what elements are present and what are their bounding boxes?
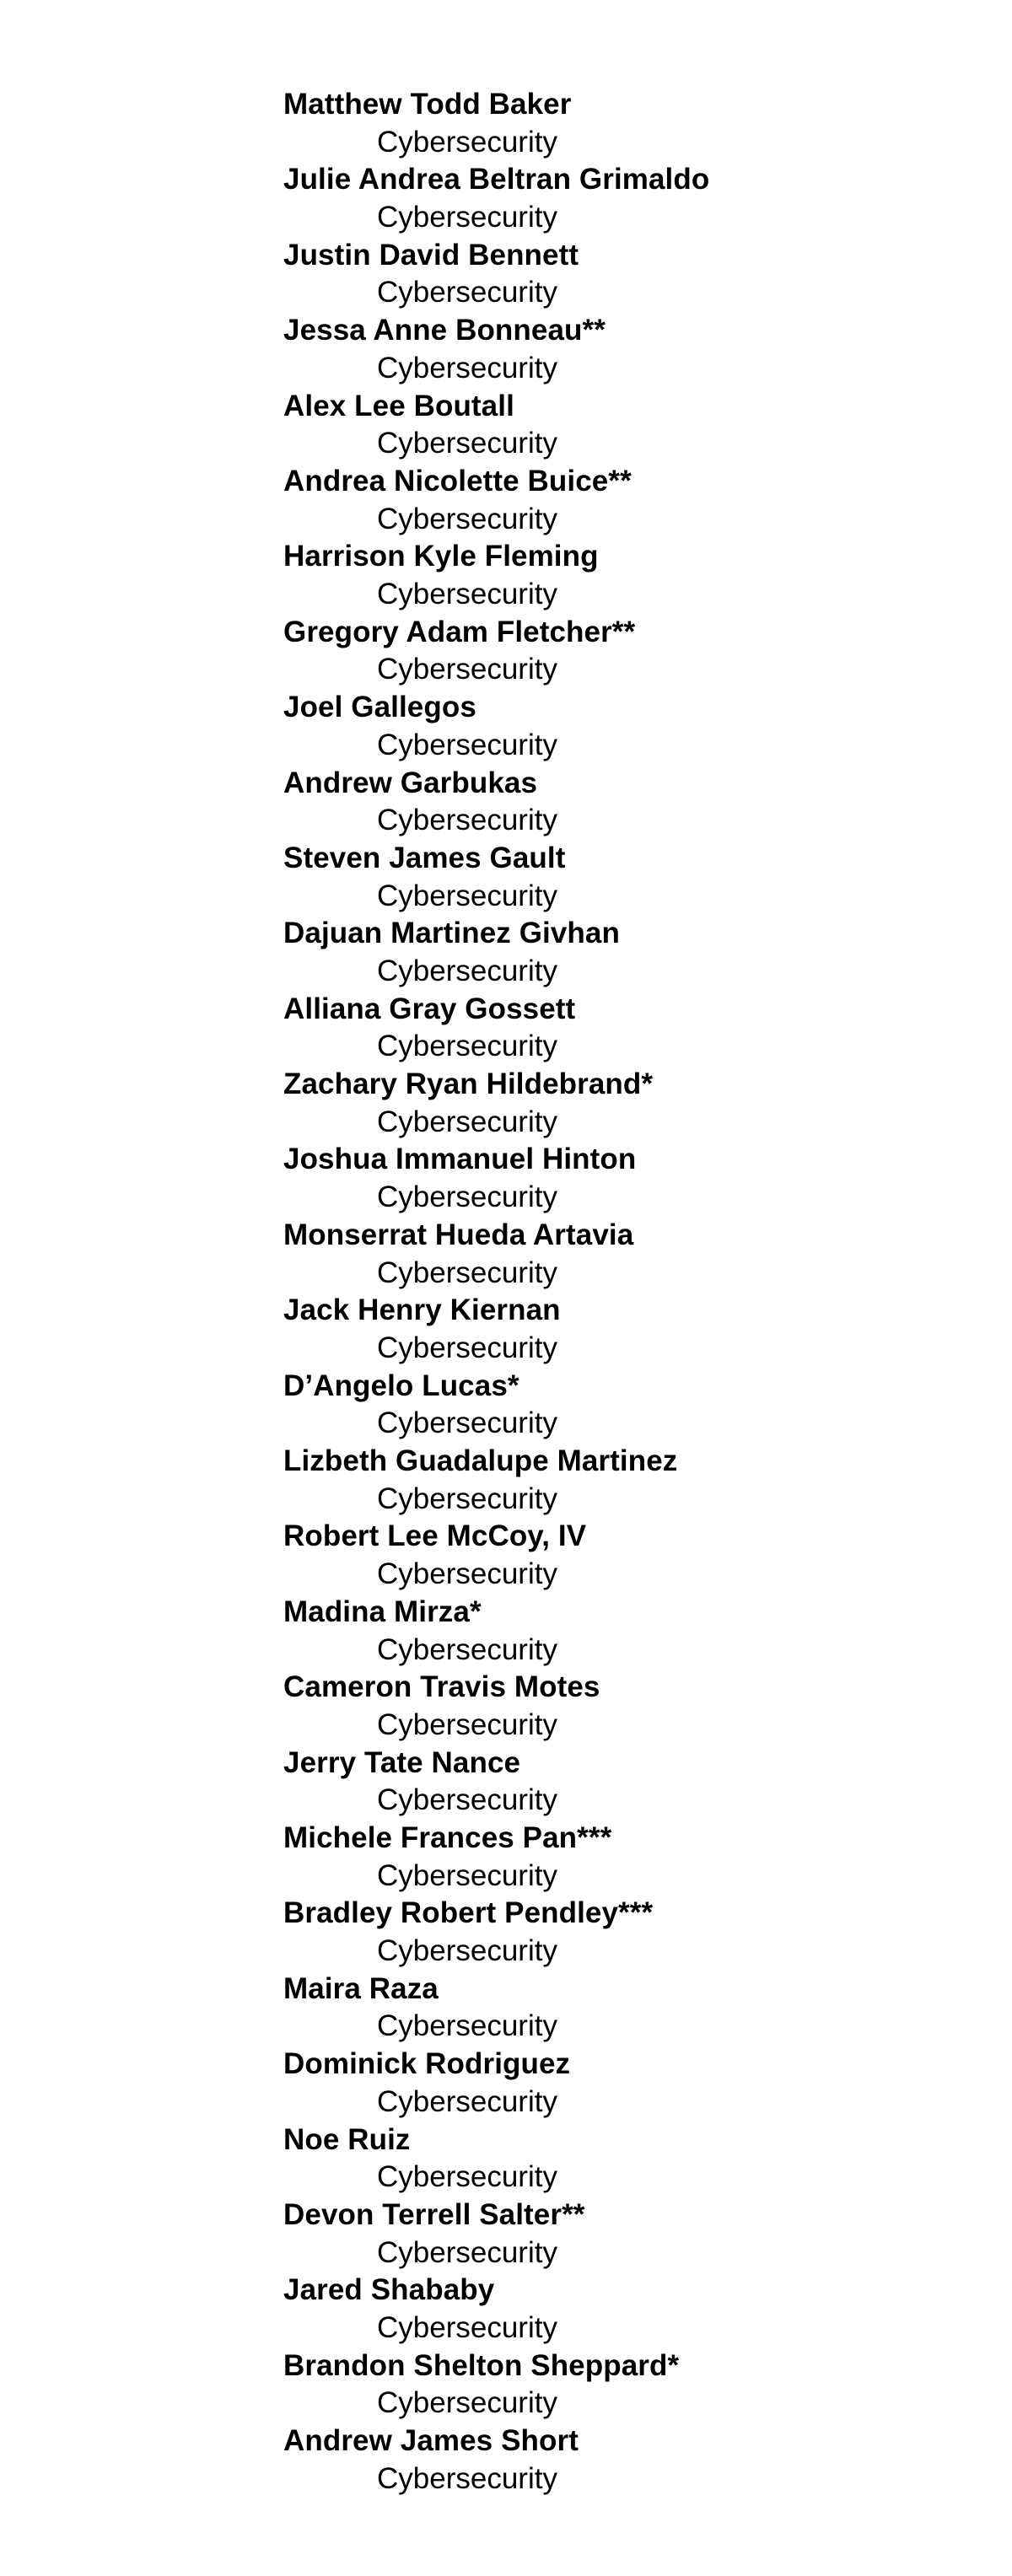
graduate-name: Jared Shababy xyxy=(283,2273,495,2307)
graduate-entry xyxy=(283,2197,709,2272)
graduate-name: Bradley Robert Pendley*** xyxy=(283,1896,654,1930)
graduate-entry xyxy=(283,1594,709,1669)
graduate-program: Cybersecurity xyxy=(377,2160,557,2194)
graduate-entry xyxy=(283,1745,709,1820)
graduate-name: Brandon Shelton Sheppard* xyxy=(283,2348,680,2382)
graduate-program: Cybersecurity xyxy=(377,276,557,309)
graduate-program: Cybersecurity xyxy=(377,578,557,611)
graduate-program: Cybersecurity xyxy=(377,1331,557,1364)
graduate-name: Harrison Kyle Fleming xyxy=(283,540,599,573)
graduate-name: Andrew James Short xyxy=(283,2424,579,2458)
graduate-program: Cybersecurity xyxy=(377,728,557,761)
graduate-program: Cybersecurity xyxy=(377,2386,557,2420)
graduate-entry xyxy=(283,538,709,613)
graduate-name: Gregory Adam Fletcher** xyxy=(283,615,636,648)
graduate-list xyxy=(283,86,709,2498)
graduate-name: Monserrat Hueda Artavia xyxy=(283,1218,634,1251)
graduate-program: Cybersecurity xyxy=(377,954,557,987)
graduate-name: Alex Lee Boutall xyxy=(283,389,514,422)
graduate-name: Devon Terrell Salter** xyxy=(283,2197,585,2231)
graduate-entry xyxy=(283,161,709,236)
graduate-entry xyxy=(283,1820,709,1895)
graduate-program: Cybersecurity xyxy=(377,1783,557,1817)
graduate-name: Robert Lee McCoy, IV xyxy=(283,1519,587,1553)
graduate-program: Cybersecurity xyxy=(377,351,557,385)
graduate-name: Michele Frances Pan*** xyxy=(283,1820,612,1854)
graduate-entry xyxy=(283,1217,709,1292)
graduate-program: Cybersecurity xyxy=(377,1707,557,1741)
graduate-program: Cybersecurity xyxy=(377,502,557,535)
graduate-name: Julie Andrea Beltran Grimaldo xyxy=(283,163,710,196)
graduate-program: Cybersecurity xyxy=(377,1934,557,1968)
graduate-name: Madina Mirza* xyxy=(283,1595,482,1628)
graduate-entry xyxy=(283,1368,709,1443)
graduate-name: Noe Ruiz xyxy=(283,2122,411,2156)
graduate-program: Cybersecurity xyxy=(377,1557,557,1591)
graduate-name: Steven James Gault xyxy=(283,841,566,874)
graduate-program: Cybersecurity xyxy=(377,125,557,159)
graduate-entry xyxy=(283,614,709,689)
graduate-program: Cybersecurity xyxy=(377,653,557,686)
graduate-program: Cybersecurity xyxy=(377,1105,557,1138)
graduate-program: Cybersecurity xyxy=(377,201,557,234)
graduate-name: Andrea Nicolette Buice** xyxy=(283,464,632,497)
graduate-entry xyxy=(283,2272,709,2347)
graduate-entry xyxy=(283,2046,709,2121)
graduate-program: Cybersecurity xyxy=(377,2235,557,2269)
graduate-name: Zachary Ryan Hildebrand* xyxy=(283,1068,654,1101)
graduate-name: Lizbeth Guadalupe Martinez xyxy=(283,1444,678,1478)
graduate-program: Cybersecurity xyxy=(377,427,557,460)
graduate-program: Cybersecurity xyxy=(377,1030,557,1063)
graduate-program: Cybersecurity xyxy=(377,1180,557,1214)
graduate-program: Cybersecurity xyxy=(377,879,557,912)
graduate-entry xyxy=(283,1971,709,2046)
graduate-entry xyxy=(283,388,709,463)
graduate-name: Dajuan Martinez Givhan xyxy=(283,917,620,950)
graduate-entry xyxy=(283,765,709,840)
graduate-entry xyxy=(283,463,709,538)
graduate-entry xyxy=(283,991,709,1066)
graduate-entry xyxy=(283,237,709,312)
graduate-entry xyxy=(283,312,709,387)
graduate-name: D’Angelo Lucas* xyxy=(283,1369,519,1402)
graduate-name: Jack Henry Kiernan xyxy=(283,1293,561,1327)
graduate-name: Dominick Rodriguez xyxy=(283,2047,571,2081)
graduate-entry xyxy=(283,1443,709,1518)
graduate-name: Maira Raza xyxy=(283,1971,439,2005)
graduate-entry xyxy=(283,1292,709,1367)
graduate-entry xyxy=(283,915,709,990)
graduate-program: Cybersecurity xyxy=(377,1406,557,1440)
graduate-entry xyxy=(283,2122,709,2197)
graduate-program: Cybersecurity xyxy=(377,2311,557,2345)
graduate-program: Cybersecurity xyxy=(377,2084,557,2118)
graduate-program: Cybersecurity xyxy=(377,804,557,837)
graduate-name: Cameron Travis Motes xyxy=(283,1670,600,1704)
graduate-entry xyxy=(283,2423,709,2498)
graduate-entry xyxy=(283,1895,709,1970)
graduate-entry xyxy=(283,689,709,764)
graduate-program: Cybersecurity xyxy=(377,1482,557,1515)
graduate-program: Cybersecurity xyxy=(377,1858,557,1892)
graduate-entry xyxy=(283,1141,709,1216)
graduate-name: Jerry Tate Nance xyxy=(283,1745,521,1779)
graduate-program: Cybersecurity xyxy=(377,1256,557,1289)
graduate-name: Joshua Immanuel Hinton xyxy=(283,1143,637,1176)
graduate-name: Justin David Bennett xyxy=(283,238,579,272)
graduate-program: Cybersecurity xyxy=(377,2009,557,2043)
graduate-program: Cybersecurity xyxy=(377,2461,557,2495)
graduate-name: Matthew Todd Baker xyxy=(283,88,572,121)
graduate-entry xyxy=(283,86,709,161)
graduate-entry xyxy=(283,840,709,915)
graduate-entry xyxy=(283,1066,709,1141)
graduate-entry xyxy=(283,1518,709,1593)
graduate-entry xyxy=(283,2347,709,2423)
graduate-program: Cybersecurity xyxy=(377,1632,557,1666)
graduate-name: Andrew Garbukas xyxy=(283,766,538,799)
graduate-entry xyxy=(283,1669,709,1744)
graduate-name: Joel Gallegos xyxy=(283,691,476,724)
graduate-name: Alliana Gray Gossett xyxy=(283,992,576,1025)
graduate-name: Jessa Anne Bonneau** xyxy=(283,314,606,347)
